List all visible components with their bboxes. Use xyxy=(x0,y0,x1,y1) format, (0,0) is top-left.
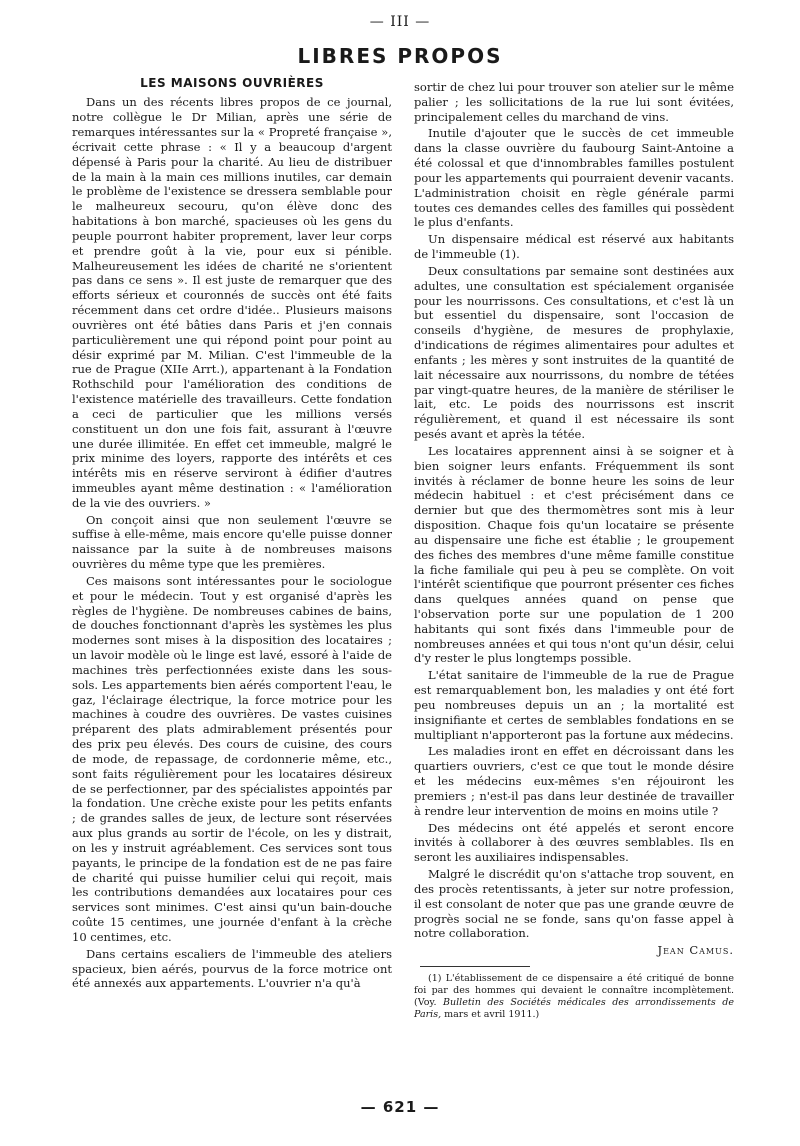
footnote-text: (1) L'établissement de ce dispensaire a été critiqué de bonne foi par des hommes qui devaient le connaître incomplètement. (Voy. xyxy=(414,973,734,1008)
footnote-citation: Bulletin des Sociétés médicales des arrondissements de Paris, xyxy=(414,996,734,1020)
footnote-divider xyxy=(420,966,530,967)
paragraph: Un dispensaire médical est réservé aux habitants de l'immeuble (1). xyxy=(414,232,734,262)
paragraph: Deux consultations par semaine sont destinées aux adultes, une consultation est spécialement organisée pour les nourrissons. Ces consultations, et c'est là un but essentiel du dispensaire, sont l'occasion de conseils d'hygiène, de mesures de prophylaxie, d'indications de régimes alimentaires pour adultes et enfants ; les mères y sont instruites de la quantité de lait nécessaire aux nourrissons, du nombre de tétées par vingt-quatre heures, de la manière de stériliser le lait, etc. Le poids des nourrissons est inscrit régulièrement, et quand il est nécessaire ils sont pesés avant et après la tétée. xyxy=(414,263,734,442)
left-column xyxy=(72,76,392,993)
footnote xyxy=(414,973,734,1021)
section-title: LES MAISONS OUVRIÈRES xyxy=(140,76,324,90)
paragraph: L'état sanitaire de l'immeuble de la rue de Prague est remarquablement bon, les maladies y ont été fort peu nombreuses depuis un an ; la mortalité est insignifiante et certes de semblables fondations en se multipliant n'apporteront pas la fortune aux médecins. xyxy=(414,668,734,742)
paragraph: On conçoit ainsi que non seulement l'œuvre se suffise à elle-même, mais encore qu'elle puisse donner naissance par la suite à de nombreuses maisons ouvrières du même type que les premières. xyxy=(72,512,392,572)
paragraph: Ces maisons sont intéressantes pour le sociologue et pour le médecin. Tout y est organisé d'après les règles de l'hygiène. De nombreuses cabines de bains, de douches fonctionnant d'après les systèmes les plus modernes sont mises à la disposition des locataires ; un lavoir modèle où le linge est lavé, essoré à l'aide de machines très perfectionnées existe dans les sous-sols. Les appartements bien aérés comportent l'eau, le gaz, l'éclairage électrique, la force motrice pour les machines à coudre des ouvrières. De vastes cuisines préparent des plats admirablement présentés pour des prix peu élevés. Des cours de cuisine, des cours de mode, de repassage, de cordonnerie même, etc., sont faits régulièrement pour les locataires désireux de se perfectionner, par des spécialistes appointés par la fondation. Une crèche existe pour les petits enfants ; de grandes salles de jeux, de lecture sont réservées aux plus grands au sortir de l'école, on les y distrait, on les y instruit agréablement. Ces services sont tous payants, le principe de la fondation est de ne pas faire de charité qui puisse humilier celui qui reçoit, mais les contributions demandées aux locataires pour ces services sont minimes. C'est ainsi qu'un bain-douche coûte 15 centimes, une journée d'enfant à la crèche 10 centimes, etc. xyxy=(72,573,392,944)
author-signature: Jean Camus. xyxy=(657,943,734,958)
page-number: — 621 — xyxy=(360,1098,440,1116)
paragraph: Dans certains escaliers de l'immeuble des ateliers spacieux, bien aérés, pourvus de la force motrice ont été annexés aux appartements. L'ouvrier n'a qu'à xyxy=(72,946,392,991)
paragraph: Les locataires apprennent ainsi à se soigner et à bien soigner leurs enfants. Fréquemment ils sont invités à réclamer de bonne heure les soins de leur médecin habituel : et c'est précisément dans ce dernier but que des thermomètres sont mis à leur disposition. Chaque fois qu'un locataire se présente au dispensaire une fiche est établie ; le groupement des fiches des membres d'une même famille constitue la fiche familiale qui peu à peu se complète. On voit l'intérêt scientifique que pourront présenter ces fiches dans quelques années quand on pense que l'observation porte sur une population de 1 200 habitants qui sont fixés dans l'immeuble pour de nombreuses années et qui tous n'ont qu'un désir, celui d'y rester le plus longtemps possible. xyxy=(414,443,734,666)
running-folio: — III — xyxy=(369,14,431,30)
page-title: LIBRES PROPOS xyxy=(297,44,503,68)
footnote-date: mars et avril 1911.) xyxy=(441,1008,540,1020)
paragraph: Malgré le discrédit qu'on s'attache trop souvent, en des procès retentissants, à jeter sur notre profession, il est consolant de noter que pas une grande œuvre de progrès social ne se fonde, sans qu'on fasse appel à notre collaboration. xyxy=(414,867,734,941)
paragraph-continuation: sortir de chez lui pour trouver son atelier sur le même palier ; les sollicitations de la rue lui sont évitées, principalement celles du marchand de vins. xyxy=(414,80,734,124)
paragraph: Inutile d'ajouter que le succès de cet immeuble dans la classe ouvrière du faubourg Saint-Antoine a été colossal et que d'innombrables familles postulent pour les appartements qui pourraient devenir vacants. L'administration choisit en règle générale parmi toutes ces demandes celles des familles qui possèdent le plus d'enfants. xyxy=(414,126,734,230)
right-column xyxy=(414,80,734,1023)
paragraph: Dans un des récents libres propos de ce journal, notre collègue le Dr Milian, après une série de remarques intéressantes sur la « Propreté française », écrivait cette phrase : « Il y a beaucoup d'argent dépensé à Paris pour la charité. Au lieu de distribuer de la main à la main ces millions inutiles, car demain le problème de l'existence se dressera semblable pour le malheureux secouru, qu'on élève donc des habitations à bon marché, spacieuses où les gens du peuple pourront habiter proprement, laver leur corps et prendre goût à la vie, pour eux si pénible. Malheureusement les idées de charité ne s'orientent pas dans ce sens ». Il est juste de remarquer que des efforts sérieux et couronnés de succès ont été faits récemment dans cet ordre d'idée.. Plusieurs maisons ouvrières ont été bâties dans Paris et j'en connais particulièrement une qui répond point pour point au désir exprimé par M. Milian. C'est l'immeuble de la rue de Prague (XIIe Arrt.), appartenant à la Fondation Rothschild pour l'amélioration des conditions de l'existence matérielle des travailleurs. Cette fondation a ceci de particulier que les millions versés constituent un don une fois fait, assurant à l'œuvre une durée illimitée. En effet cet immeuble, malgré le prix minime des loyers, rapporte des intérêts et ces intérêts mis en réserve serviront à édifier d'autres immeubles ayant même destination : « l'amélioration de la vie des ouvriers. » xyxy=(72,95,392,510)
paragraph: Les maladies iront en effet en décroissant dans les quartiers ouvriers, c'est ce que tout le monde désire et les médecins eux-mêmes s'en réjouiront les premiers ; n'est-il pas dans leur destinée de travailler à rendre leur intervention de moins en moins utile ? xyxy=(414,744,734,818)
paragraph: Des médecins ont été appelés et seront encore invités à collaborer à des œuvres semblables. Ils en seront les auxiliaires indispensables. xyxy=(414,820,734,865)
